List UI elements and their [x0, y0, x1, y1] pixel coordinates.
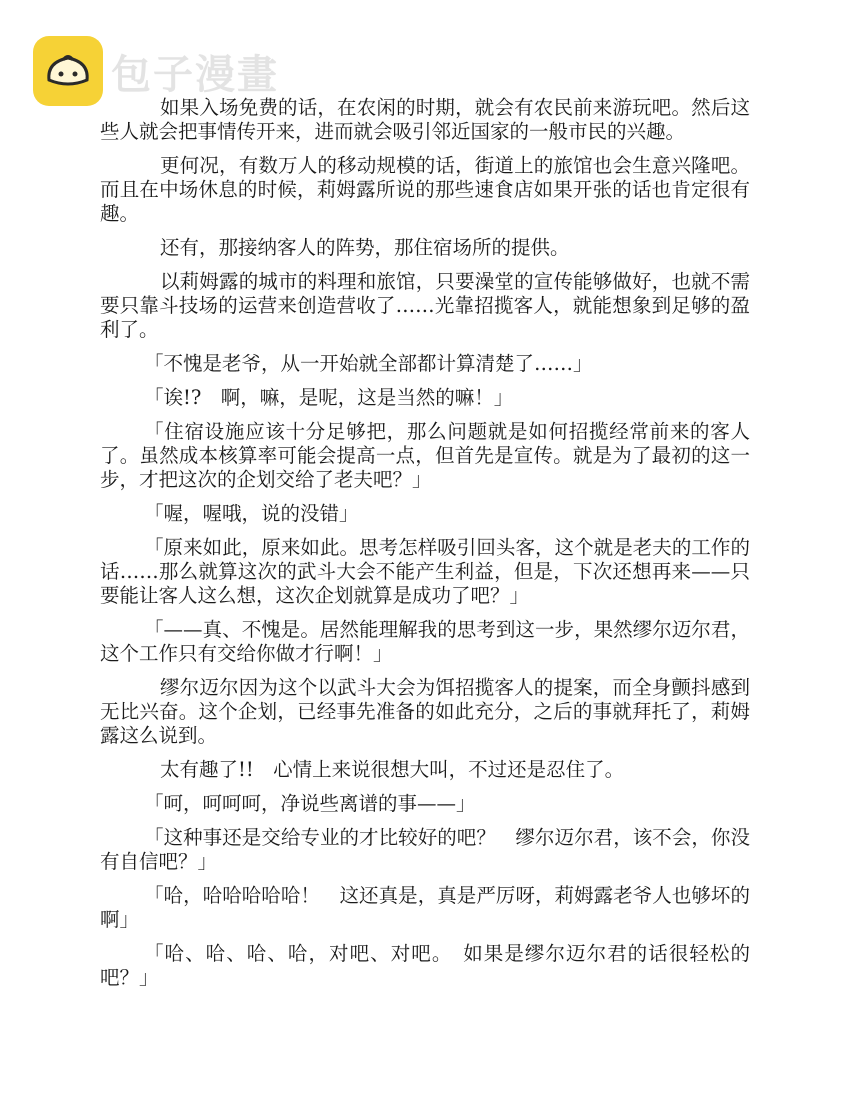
dialogue-paragraph: 「这种事还是交给专业的才比较好的吧？ 缪尔迈尔君，该不会，你没有自信吧？」 — [100, 826, 750, 873]
narration-paragraph: 太有趣了!! 心情上来说很想大叫，不过还是忍住了。 — [160, 758, 625, 781]
narration-paragraph: 还有，那接纳客人的阵势，那住宿场所的提供。 — [160, 236, 570, 259]
narration-paragraph: 更何况，有数万人的移动规模的话，街道上的旅馆也会生意兴隆吧。而且在中场休息的时候，莉姆露所说的那些速食店如果开张的话也肯定很有趣。 — [100, 154, 750, 225]
dialogue-paragraph: 「不愧是老爷，从一开始就全部都计算清楚了……」 — [144, 352, 593, 375]
logo-text: 包子漫畫 — [111, 51, 279, 98]
dialogue-paragraph: 「哈，哈哈哈哈哈！ 这还真是，真是严厉呀，莉姆露老爷人也够坏的啊」 — [100, 884, 750, 931]
narration-paragraph: 如果入场免费的话，在农闲的时期，就会有农民前来游玩吧。然后这些人就会把事情传开来，进而就会吸引邻近国家的一般市民的兴趣。 — [100, 96, 750, 143]
dialogue-paragraph: 「哈、哈、哈、哈，对吧、对吧。 如果是缪尔迈尔君的话很轻松的吧？」 — [100, 942, 750, 989]
dialogue-paragraph: 「——真、不愧是。居然能理解我的思考到这一步，果然缪尔迈尔君，这个工作只有交给你做才行啊！」 — [100, 618, 750, 665]
bun-logo-icon — [33, 36, 103, 106]
dialogue-paragraph: 「呵，呵呵呵，净说些离谱的事——」 — [144, 792, 476, 815]
dialogue-paragraph: 「住宿设施应该十分足够把，那么问题就是如何招揽经常前来的客人了。虽然成本核算率可能会提高一点，但首先是宣传。就是为了最初的这一步，才把这次的企划交给了老夫吧？」 — [100, 420, 750, 491]
narration-paragraph: 缪尔迈尔因为这个以武斗大会为饵招揽客人的提案，而全身颤抖感到无比兴奋。这个企划，已经事先准备的如此充分，之后的事就拜托了，莉姆露这么说到。 — [100, 676, 750, 747]
dialogue-paragraph: 「原来如此，原来如此。思考怎样吸引回头客，这个就是老夫的工作的话……那么就算这次的武斗大会不能产生利益，但是，下次还想再来——只要能让客人这么想，这次企划就算是成功了吧？」 — [100, 536, 750, 607]
dialogue-paragraph: 「诶!? 啊，嘛，是呢，这是当然的嘛！」 — [144, 386, 514, 409]
narration-paragraph: 以莉姆露的城市的料理和旅馆，只要澡堂的宣传能够做好，也就不需要只靠斗技场的运营来创造营收了……光靠招揽客人，就能想象到足够的盈利了。 — [100, 270, 750, 341]
dialogue-paragraph: 「喔，喔哦，说的没错」 — [144, 502, 359, 525]
novel-text — [100, 96, 750, 1000]
